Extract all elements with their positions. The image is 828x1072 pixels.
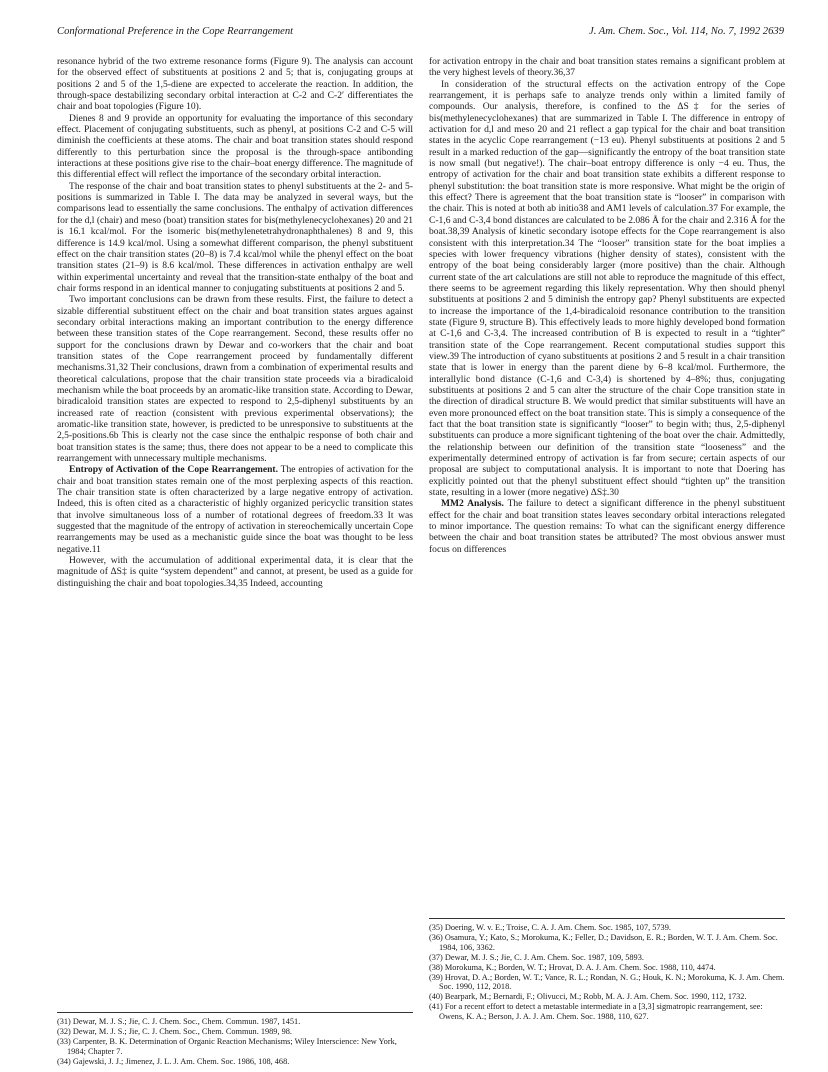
paragraph-text: The response of the chair and boat transition states to phenyl substituents at the 2- and 5-positions is summarized in Table I. The data may be analyzed in several ways, but the comparisons lead to essentially the same conclusions. The enthalpy of activation differences for the d,l (chair) and meso (boat) transition states for bis(methylenecyclohexanes) 20 and 21 is 16.1 kcal/mol. For the isomeric bis(methylenetetrahydronaphthalenes) 8 and 9, this difference is 14.9 kcal/mol. Using a somewhat different comparison, the phenyl substituent effect on the chair transition states (20–8) is 7.4 kcal/mol while the phenyl effect on the boat transition states (21–9) is 8.6 kcal/mol. These differences in activation enthalpy are well within experimental uncertainty and reveal that the transition-state enthalpy of the boat and chair forms respond in an identical manner to conjugating substituents at positions 2 and 5. xyxy=(57,180,413,294)
section-heading: MM2 Analysis. xyxy=(441,498,504,510)
footnote: (38) Morokuma, K.; Borden, W. T.; Hrovat, D. A. J. Am. Chem. Soc. 1988, 110, 4474. xyxy=(429,962,716,972)
paragraph-text: for activation entropy in the chair and boat transition states remains a significant problem at the very highest levels of theory.36,37 xyxy=(429,56,785,79)
footnote: (39) Hrovat, D. A.; Borden, W. T.; Vance, R. L.; Rondan, N. G.; Houk, K. N.; Morokuma, K. J. Am. Chem. Soc. 1990, 112, 2018. xyxy=(429,972,785,992)
paragraph-text: Dienes 8 and 9 provide an opportunity for evaluating the importance of this secondary effect. Placement of conjugating substituents, such as phenyl, at positions C-2 and C-5 will diminish the coefficients at these atoms. The chair and boat transition states should respond differently to this perturbation since the proposal is the through-space antibonding interactions at these positions give rise to the chair–boat energy difference. The magnitude of this differential effect will reflect the importance of the secondary orbital interaction. xyxy=(57,112,413,181)
paragraph xyxy=(57,464,413,555)
right-column xyxy=(429,56,785,555)
footnote: (32) Dewar, M. J. S.; Jie, C. J. Chem. Soc., Chem. Commun. 1989, 98. xyxy=(57,1026,292,1036)
section-heading: Entropy of Activation of the Cope Rearrangement. xyxy=(69,464,278,476)
footnote: (31) Dewar, M. J. S.; Jie, C. J. Chem. Soc., Chem. Commun. 1987, 1451. xyxy=(57,1017,301,1026)
journal-citation: J. Am. Chem. Soc., Vol. 114, No. 7, 1992 2639 xyxy=(589,26,784,37)
paragraph-text: The entropies of activation for the chair and boat transition states remain one of the most perplexing aspects of this reaction. The chair transition state is often characterized by a large negative entropy of activation. Indeed, this is often cited as a characteristic of highly organized pericyclic transition states that involve simultaneous loss of a number of rotational degrees of freedom.33 It was suggested that the magnitude of the entropy of activation in stereochemically uncertain Cope rearrangements may be used as a mechanistic guide since the boat was thought to be less negative.11 xyxy=(57,464,413,555)
paragraph xyxy=(429,56,785,79)
left-column xyxy=(57,56,413,589)
running-header xyxy=(57,26,784,42)
footnote: (41) For a recent effort to detect a metastable intermediate in a [3,3] sigmatropic rearrangement, see: Owens, K. A.; Berson, J. A. J. Am. Chem. Soc. 1988, 110, 627. xyxy=(429,1002,763,1022)
paragraph-text: In consideration of the structural effects on the activation entropy of the Cope rearrangement, it is perhaps safe to analyze trends only within a limited family of compounds. Our analysis, therefore, is confined to the ΔS‡ for the series of bis(methylenecyclohexanes) that are summarized in Table I. The difference in entropy of activation for d,l and meso 20 and 21 reflect a gap typical for the chair and boat transition states in the acyclic Cope rearrangement (−13 eu). Phenyl substituents at positions 2 and 5 result in a marked reduction of the gap—significantly the entropy of the boat transition state is now small (but negative!). The chair–boat entropy difference is only −4 eu. Thus, the entropy of activation for the chair and boat transition state exhibits a different response to phenyl substitution: the boat transition state is more responsive. What might be the origin of this effect? There is agreement that the boat transition state is “looser” in comparison with the chair. This is noted at both ab initio38 and AM1 levels of calculation.37 For example, the C-1,6 and C-3,4 bond distances are calculated to be 2.086 Å for the chair and 2.316 Å for the boat.38,39 Analysis of kinetic secondary isotope effects for the Cope rearrangement is also consistent with this interpretation.34 The “looser” transition state for the boat implies a species with lower frequency vibrations (higher density of states), consistent with the entropy of the boat being considerably larger (more positive) than the chair. Although current state of the art calculations are still not able to reproduce the magnitude of this effect, there seems to be agreement regarding this likely representation. Why then should phenyl substituents at positions 2 and 5 diminish the entropy gap? Phenyl substituents are expected to increase the importance of the 1,4-biradicaloid resonance contribution to the transition state (Figure 9, structure B). This effectively leads to more highly developed bond formation at C-1,6 and C-3,4. The increased contribution of B is expected to result in a “tighter” transition state of the Cope rearrangement. Recent computational studies support this view.39 The introduction of cyano substituents at positions 2 and 5 result in a chair transition state that is lower in energy than the parent diene by 6–8 kcal/mol. Furthermore, the interallylic bond distance (C-1,6 and C-3,4) is shortened by 4–8%; thus, conjugating substituents at positions 2 and 5 can alter the structure of the chair Cope transition state in the direction of diradical structure B. We would predict that similar substituents will have an even more pronounced effect on the boat transition state. This is simply a consequence of the fact that the boat transition state is significantly “looser” to begin with; thus, 2,5-diphenyl substituents can produce a more significant tightening of the boat over the chair. Admittedly, the relationship between our definition of the transition state “looseness” and the experimentally determined entropy of activation is far from secure; certain aspects of our proposal are subject to computational analysis. It is important to note that Doering has explicitly pointed out that the phenyl substituent effect should “tighten up” the transition state, resulting in a lower (more negative) ΔS‡.30 xyxy=(429,78,785,499)
paragraph-text: The failure to detect a significant difference in the phenyl substituent effect for the chair and boat transition states leaves secondary orbital interactions relegated to minor importance. The question remains: To what can the significant energy difference between the chair and boat transition states be attributed? The most obvious answer must focus on differences xyxy=(429,498,786,555)
paragraph xyxy=(57,294,413,464)
paragraph-text: resonance hybrid of the two extreme resonance forms (Figure 9). The analysis can account for the observed effect of substituents at positions 2 and 5; that is, conjugating groups at positions 2 and 5 of the 1,5-diene are expected to accelerate the reaction. In addition, the through-space destabilizing secondary orbital interaction at C-2 and C-2′ differentiates the chair and boat topologies (Figure 10). xyxy=(57,56,413,113)
right-footnotes xyxy=(429,918,785,1022)
footnote: (40) Bearpark, M.; Bernardi, F.; Olivucci, M.; Robb, M. A. J. Am. Chem. Soc. 1990, 112, 1732. xyxy=(429,992,747,1002)
footnote: (34) Gajewski, J. J.; Jimenez, J. L. J. Am. Chem. Soc. 1986, 108, 468. xyxy=(57,1056,290,1066)
footnote: (33) Carpenter, B. K. Determination of Organic Reaction Mechanisms; Wiley Interscience: New York, 1984; Chapter 7. xyxy=(57,1036,397,1056)
paragraph xyxy=(57,181,413,294)
paragraph-text: Two important conclusions can be drawn from these results. First, the failure to detect a sizable differential substituent effect on the chair and boat transition states argues against secondary orbital interactions making an important contribution to the energy difference between these transition states of the Cope rearrangement. Second, these results offer no support for the conclusions drawn by Dewar and co-workers that the chair and boat transition states of the Cope rearrangement proceed by fundamentally different mechanisms.31,32 Their conclusions, drawn from a combination of experimental results and theoretical calculations, propose that the chair transition state proceeds via a biradicaloid mechanism while the boat proceeds by an aromatic-like transition state. According to Dewar, biradicaloid transition states are expected to respond to 2,5-diphenyl substituents by an increased rate of reaction (consistent with previous experimental observations); the aromatic-like transition state, however, is predicted to be unresponsive to substituents at the 2,5-positions.6b This is clearly not the case since the enthalpic response of both chair and boat transition states is the same; thus, there does not appear to be a need to complicate this rearrangement with unnecessary multiple mechanisms. xyxy=(57,294,413,465)
paragraph xyxy=(429,79,785,499)
footnote: (37) Dewar, M. J. S.; Jie, C. J. Am. Chem. Soc. 1987, 109, 5893. xyxy=(429,952,644,962)
left-footnotes xyxy=(57,1012,413,1067)
footnote: (35) Doering, W. v. E.; Troise, C. A. J. Am. Chem. Soc. 1985, 107, 5739. xyxy=(429,923,671,932)
paragraph-text: However, with the accumulation of additional experimental data, it is clear that the magnitude of ΔS‡ is quite “system dependent” and cannot, at present, be used as a guide for distinguishing the chair and boat topologies.34,35 Indeed, accounting xyxy=(57,555,413,589)
footnote: (36) Osamura, Y.; Kato, S.; Morokuma, K.; Feller, D.; Davidson, E. R.; Borden, W. T. J. Am. Chem. Soc. 1984, 106, 3362. xyxy=(429,932,778,952)
paragraph xyxy=(57,113,413,181)
paragraph xyxy=(57,56,413,113)
paragraph xyxy=(57,555,413,589)
paragraph xyxy=(429,498,785,555)
running-title: Conformational Preference in the Cope Rearrangement xyxy=(57,26,294,37)
